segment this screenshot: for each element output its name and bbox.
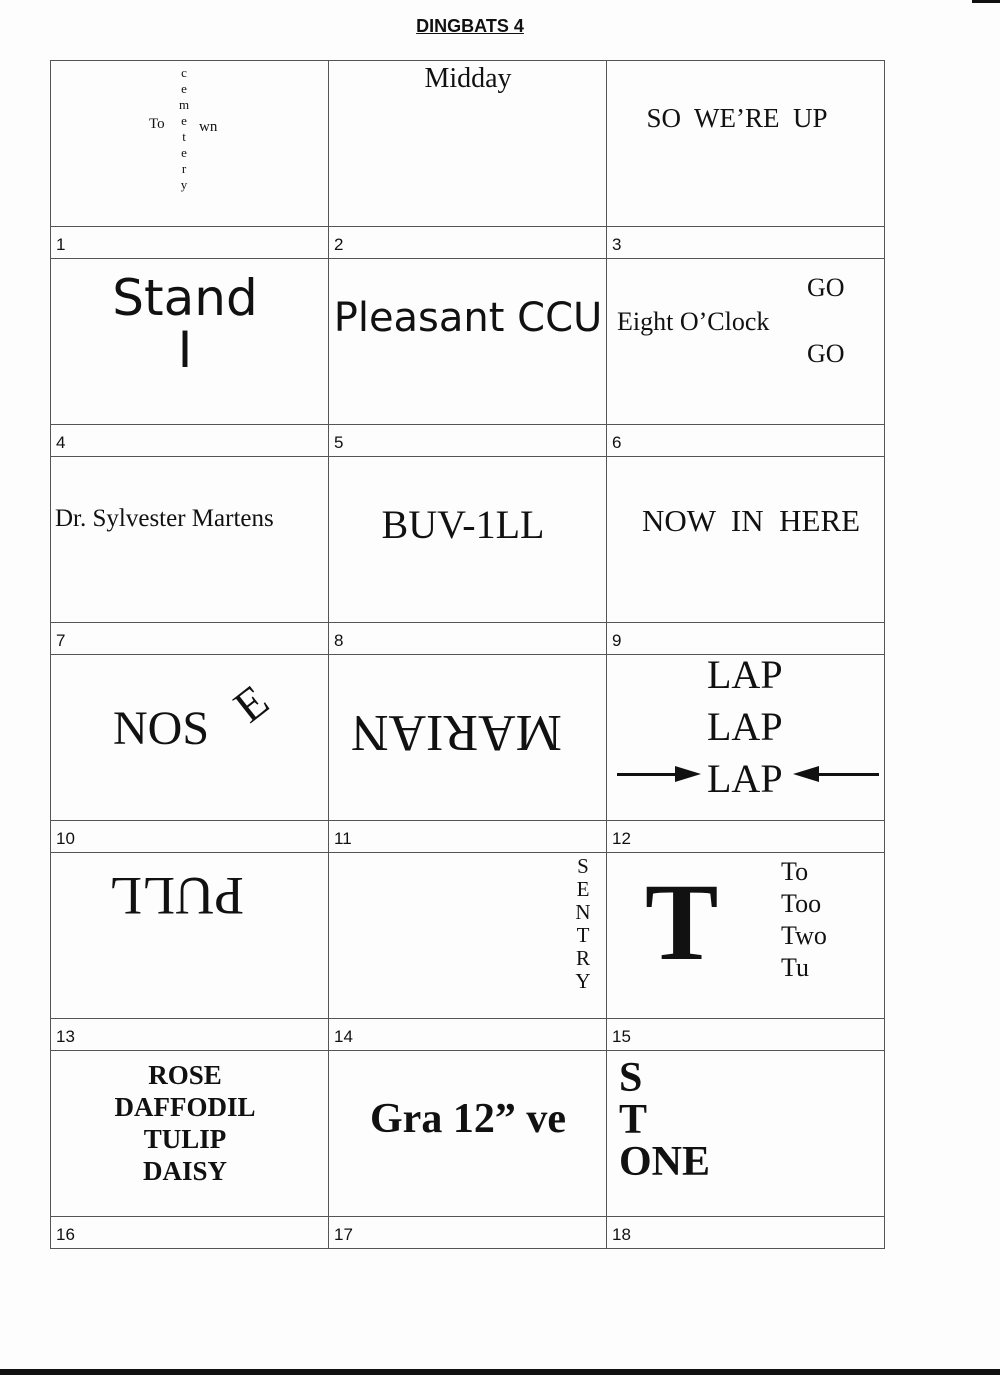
letter: e xyxy=(181,145,187,160)
puzzle-number: 4 xyxy=(51,425,329,457)
puzzle-number: 14 xyxy=(329,1019,607,1051)
letter: e xyxy=(181,113,187,128)
puzzle-16-list xyxy=(51,1059,319,1187)
puzzle-11-text: MARIAN xyxy=(351,704,562,761)
puzzle-15-line3: Two xyxy=(781,921,827,950)
puzzle-4-line2: I xyxy=(177,321,193,379)
puzzle-number: 6 xyxy=(607,425,885,457)
puzzle-6-go-bottom: GO xyxy=(807,339,845,368)
puzzle-number: 8 xyxy=(329,623,607,655)
puzzle-number: 12 xyxy=(607,821,885,853)
puzzle-1-left: To xyxy=(149,116,165,132)
number-row xyxy=(51,623,885,655)
number-row xyxy=(51,821,885,853)
letter: y xyxy=(180,177,188,192)
puzzle-number: 10 xyxy=(51,821,329,853)
puzzle-cell-9 xyxy=(607,457,885,623)
puzzle-number: 17 xyxy=(329,1217,607,1249)
letter: t xyxy=(182,129,186,144)
puzzle-row xyxy=(51,655,885,821)
puzzle-18-line: S xyxy=(619,1055,643,1101)
puzzle-13-text: PULL xyxy=(109,866,244,926)
puzzle-row xyxy=(51,259,885,425)
puzzle-10-curled-letter: E xyxy=(224,674,278,733)
puzzle-cell-18 xyxy=(607,1051,885,1217)
letter: T xyxy=(576,923,590,947)
puzzle-cell-6 xyxy=(607,259,885,425)
letter: m xyxy=(179,97,190,112)
puzzle-row xyxy=(51,457,885,623)
flower: DAISY xyxy=(142,1156,228,1186)
puzzle-10-main: NOS xyxy=(113,702,210,755)
puzzle-1-vertical-word xyxy=(179,65,189,193)
puzzle-3-text: SO WE’RE UP xyxy=(646,103,828,133)
puzzle-15-line2: Too xyxy=(781,889,822,918)
puzzle-5-text: Pleasant CCU xyxy=(333,295,603,341)
puzzle-number: 11 xyxy=(329,821,607,853)
dingbats-grid xyxy=(50,60,885,1249)
puzzle-7-text: Dr. Sylvester Martens xyxy=(55,505,274,532)
left-arrow-shaft xyxy=(817,773,879,776)
number-row xyxy=(51,227,885,259)
puzzle-cell-1 xyxy=(51,61,329,227)
scan-edge-bottom xyxy=(0,1369,1000,1375)
left-arrow-icon xyxy=(793,766,819,782)
puzzle-number: 2 xyxy=(329,227,607,259)
letter: S xyxy=(577,854,589,878)
puzzle-number: 16 xyxy=(51,1217,329,1249)
puzzle-14-vertical-word xyxy=(575,855,591,993)
puzzle-2-text: Midday xyxy=(424,63,512,94)
puzzle-4-line1: Stand xyxy=(112,269,258,327)
letter: E xyxy=(576,877,590,901)
puzzle-18-stack xyxy=(619,1057,710,1183)
puzzle-15-line4: Tu xyxy=(781,953,809,982)
right-arrow-icon xyxy=(675,766,701,782)
puzzle-cell-4 xyxy=(51,259,329,425)
puzzle-number: 5 xyxy=(329,425,607,457)
puzzle-12-line2: LAP xyxy=(707,704,783,749)
letter: c xyxy=(181,65,187,80)
scan-edge-top xyxy=(972,0,1000,3)
puzzle-number: 1 xyxy=(51,227,329,259)
puzzle-number: 3 xyxy=(607,227,885,259)
puzzle-17-text: Gra 12” ve xyxy=(370,1096,566,1142)
puzzle-number: 18 xyxy=(607,1217,885,1249)
puzzle-cell-13 xyxy=(51,853,329,1019)
puzzle-number: 13 xyxy=(51,1019,329,1051)
puzzle-cell-3 xyxy=(607,61,885,227)
puzzle-cell-14 xyxy=(329,853,607,1019)
puzzle-12-line1: LAP xyxy=(707,655,783,697)
puzzle-cell-15 xyxy=(607,853,885,1019)
puzzle-15-big-letter: T xyxy=(645,861,719,983)
puzzle-9-text: NOW IN HERE xyxy=(641,503,861,538)
puzzle-cell-12 xyxy=(607,655,885,821)
flower: DAFFODIL xyxy=(114,1092,256,1122)
puzzle-number: 7 xyxy=(51,623,329,655)
flower: ROSE xyxy=(148,1060,222,1090)
puzzle-6-text: Eight O’Clock xyxy=(617,307,770,336)
letter: e xyxy=(181,81,187,96)
puzzle-number: 9 xyxy=(607,623,885,655)
puzzle-cell-10 xyxy=(51,655,329,821)
puzzle-8-text: BUV-1LL xyxy=(381,502,545,547)
page-title: DINGBATS 4 xyxy=(416,16,524,36)
puzzle-18-line: ONE xyxy=(619,1139,711,1185)
puzzle-cell-16 xyxy=(51,1051,329,1217)
number-row xyxy=(51,1019,885,1051)
flower: TULIP xyxy=(143,1124,227,1154)
puzzle-row xyxy=(51,853,885,1019)
puzzle-cell-11 xyxy=(329,655,607,821)
puzzle-cell-8 xyxy=(329,457,607,623)
puzzle-18-line: T xyxy=(619,1097,648,1143)
puzzle-cell-5 xyxy=(329,259,607,425)
puzzle-row xyxy=(51,1051,885,1217)
letter: R xyxy=(575,946,590,970)
puzzle-number: 15 xyxy=(607,1019,885,1051)
letter: r xyxy=(181,161,187,176)
letter: N xyxy=(575,900,591,924)
right-arrow-shaft xyxy=(617,773,679,776)
number-row xyxy=(51,425,885,457)
puzzle-cell-7 xyxy=(51,457,329,623)
letter: Y xyxy=(575,969,591,993)
puzzle-cell-17 xyxy=(329,1051,607,1217)
puzzle-row xyxy=(51,61,885,227)
puzzle-1-right: wn xyxy=(199,119,218,135)
puzzle-12-line3: LAP xyxy=(707,756,783,801)
number-row xyxy=(51,1217,885,1249)
puzzle-15-line1: To xyxy=(781,857,809,886)
puzzle-6-go-top: GO xyxy=(807,273,845,302)
puzzle-cell-2 xyxy=(329,61,607,227)
